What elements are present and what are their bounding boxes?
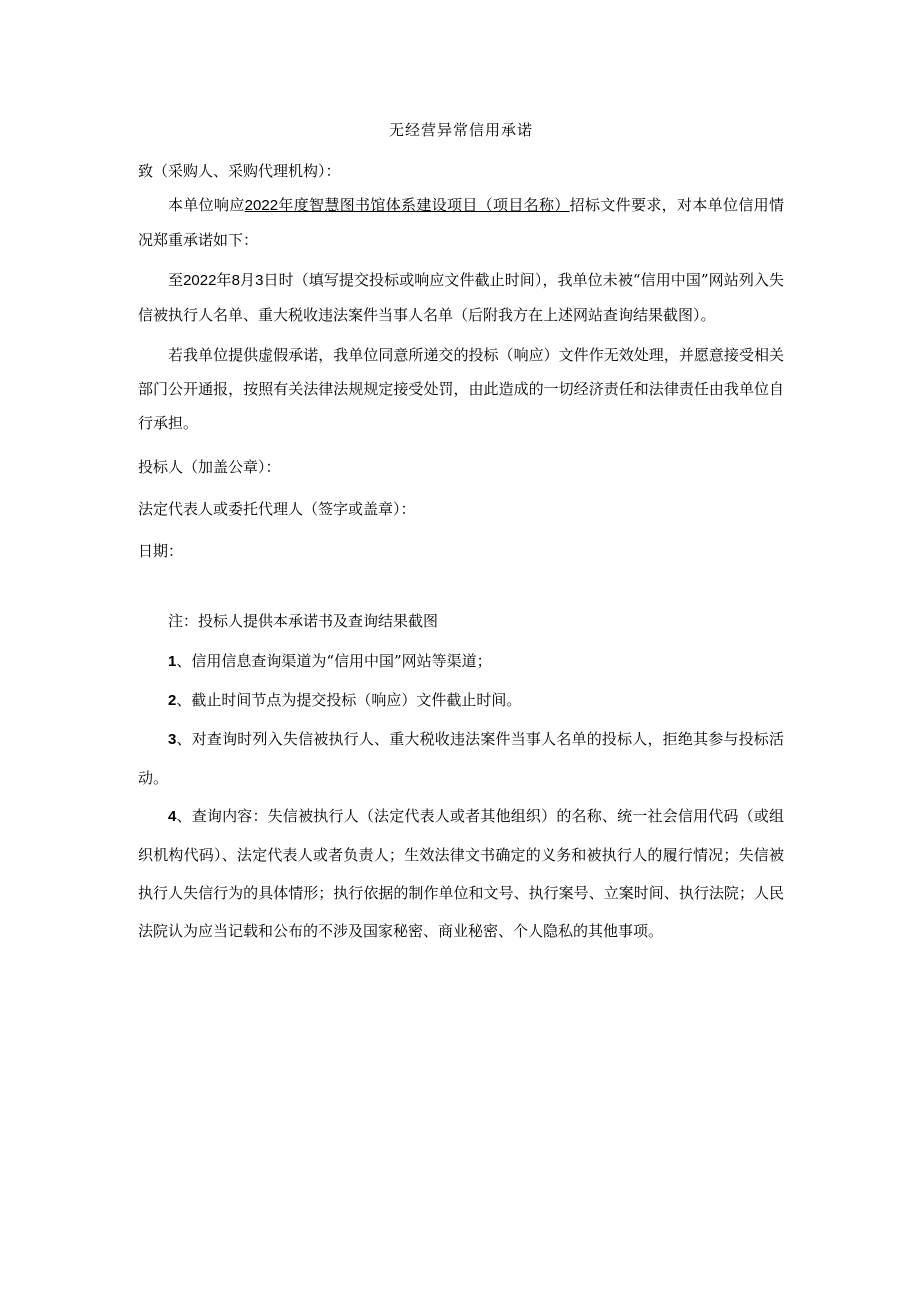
document-page	[138, 118, 784, 950]
deadline-month-unit: 月	[239, 271, 256, 289]
deadline-month: 8	[231, 272, 240, 289]
note-text: 、信用信息查询渠道为“信用中国”网站等渠道；	[176, 652, 492, 670]
note-number: 3	[168, 731, 177, 748]
note-number: 4	[168, 808, 177, 825]
intro-suffix: 招标文件要求，对本单位信用情况郑重承诺如下：	[138, 196, 784, 249]
commitment-deadline	[138, 263, 784, 332]
project-name: 2022年度智慧图书馆体系建设项目（项目名称）	[244, 197, 570, 214]
note-item	[138, 797, 784, 950]
bidder-seal-label: 投标人（加盖公章）：	[138, 458, 281, 476]
date-label: 日期：	[138, 542, 184, 560]
commitment-liability: 若我单位提供虚假承诺，我单位同意所递交的投标（响应）文件作无效处理，并愿意接受相关部门公开通报，按照有关法律法规规定接受处罚，由此造成的一切经济责任和法律责任由我单位自行承担。	[138, 346, 784, 432]
deadline-day: 3	[255, 272, 264, 289]
commitment-intro	[138, 188, 784, 257]
document-title: 无经营异常信用承诺	[388, 121, 533, 139]
note-item	[138, 642, 784, 681]
notes-heading: 注：投标人提供本承诺书及查询结果截图	[168, 612, 439, 630]
note-item	[138, 720, 784, 797]
deadline-prefix: 至	[168, 271, 184, 289]
addressee: 致（采购人、采购代理机构）：	[138, 162, 341, 180]
representative-signature-label: 法定代表人或委托代理人（签字或盖章）：	[138, 500, 416, 518]
deadline-suffix: 日时（填写提交投标或响应文件截止时间），我单位未被“信用中国”网站列入失信被执行人名单、重大税收违法案件当事人名单（后附我方在上述网站查询结果截图）。	[138, 271, 784, 324]
intro-prefix: 本单位响应	[168, 196, 245, 214]
note-item	[138, 681, 784, 720]
deadline-year: 2022	[183, 272, 217, 289]
deadline-year-unit: 年	[216, 271, 232, 289]
note-number: 1	[168, 653, 177, 670]
note-text: 、对查询时列入失信被执行人、重大税收违法案件当事人名单的投标人，拒绝其参与投标活动。	[138, 730, 784, 787]
note-text: 、查询内容：失信被执行人（法定代表人或者其他组织）的名称、统一社会信用代码（或组织机构代码）、法定代表人或者负责人；生效法律文书确定的义务和被执行人的履行情况；失信被执行人失信行为的具体情形；执行依据的制作单位和文号、执行案号、立案时间、执行法院；人民法院认为应当记载和公布的不涉及国家秘密、商业秘密、个人隐私的其他事项。	[138, 807, 784, 940]
note-number: 2	[168, 692, 177, 709]
note-text: 、截止时间节点为提交投标（响应）文件截止时间。	[176, 691, 522, 709]
